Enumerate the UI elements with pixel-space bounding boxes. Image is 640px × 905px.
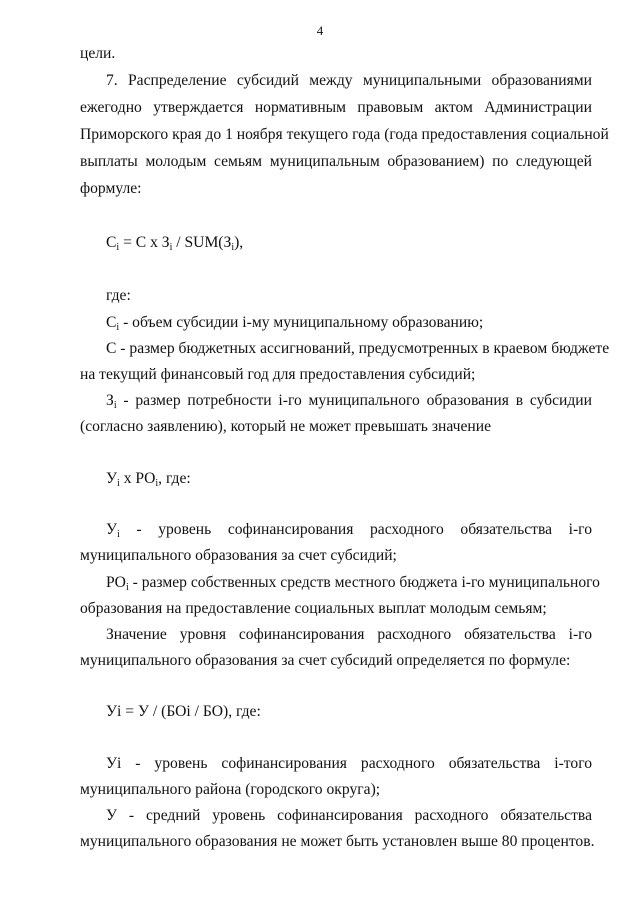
definition-line (106, 314, 592, 332)
paragraph-line: выплаты молодым семьям муниципальным образованием) по следующей (80, 153, 592, 170)
formula-subscript: i (231, 242, 235, 253)
text-line: цели. (80, 45, 116, 62)
definition-line: образования на предоставление социальных выплат молодым семьям; (80, 600, 547, 617)
paragraph-line: 7. Распределение субсидий между муниципальными образованиями (106, 72, 592, 89)
paragraph-line: ежегодно утверждается нормативным правовым актом Администрации (80, 99, 592, 116)
formula-part: У (106, 521, 118, 538)
formula-part: , где: (158, 470, 191, 487)
formula-part: ), (234, 234, 244, 251)
definition-line: муниципального образования не может быть установлен выше 80 процентов. (80, 833, 595, 850)
definition-line: У - средний уровень софинансирования расходного обязательства (106, 807, 592, 824)
formula-subscript: i (116, 322, 120, 333)
paragraph-line: формуле: (80, 180, 142, 197)
definition-line: (согласно заявлению), который не может превышать значение (80, 418, 491, 435)
formula-part: У (106, 470, 118, 487)
formula-subscript: i (155, 478, 159, 489)
definition-line: муниципального района (городского округа); (80, 781, 381, 798)
formula-part: / SUM(З (172, 234, 232, 251)
formula-part: - объем субсидии i-му муниципальному образованию; (119, 314, 484, 331)
formula-subscript: i (113, 400, 117, 411)
formula-main (106, 234, 592, 252)
formula-coefficient: Уi = У / (БОi / БО), где: (106, 703, 261, 720)
formula-limit (106, 470, 592, 488)
formula-part: C (106, 234, 117, 251)
definition-line (106, 574, 600, 593)
formula-subscript: i (117, 529, 120, 540)
formula-part: - размер потребности i-го муниципального образования в субсидии (116, 392, 592, 409)
definition-line: на текущий финансовый год для предоставления субсидий; (80, 366, 476, 383)
paragraph-line: Значение уровня софинансирования расходного обязательства i-го (106, 626, 592, 643)
page-number: 4 (316, 23, 324, 38)
formula-subscript: i (125, 582, 129, 593)
definition-line (106, 392, 592, 410)
formula-part: - уровень софинансирования расходного обязательства i-го (119, 521, 592, 538)
paragraph-line: Приморского края до 1 ноября текущего года (года предоставления социальной (80, 126, 609, 143)
definition-line: C - размер бюджетных ассигнований, предусмотренных в краевом бюджете (106, 340, 610, 357)
formula-part: PO (106, 574, 126, 591)
definition-line (106, 521, 592, 539)
paragraph-line: муниципального образования за счет субсидий определяется по формуле: (80, 652, 571, 669)
formula-subscript: i (169, 242, 173, 253)
formula-subscript: i (116, 242, 120, 253)
formula-part: З (106, 392, 114, 409)
formula-part: = C x З (119, 234, 170, 251)
text-line: где: (106, 287, 131, 304)
formula-part: x PO (119, 470, 156, 487)
formula-subscript: i (117, 478, 120, 489)
formula-part: C (106, 314, 117, 331)
definition-line: Уi - уровень софинансирования расходного обязательства i-того (106, 755, 592, 772)
definition-line: муниципального образования за счет субсидий; (80, 547, 397, 564)
formula-part: - размер собственных средств местного бюджета i-го муниципального (128, 574, 600, 591)
